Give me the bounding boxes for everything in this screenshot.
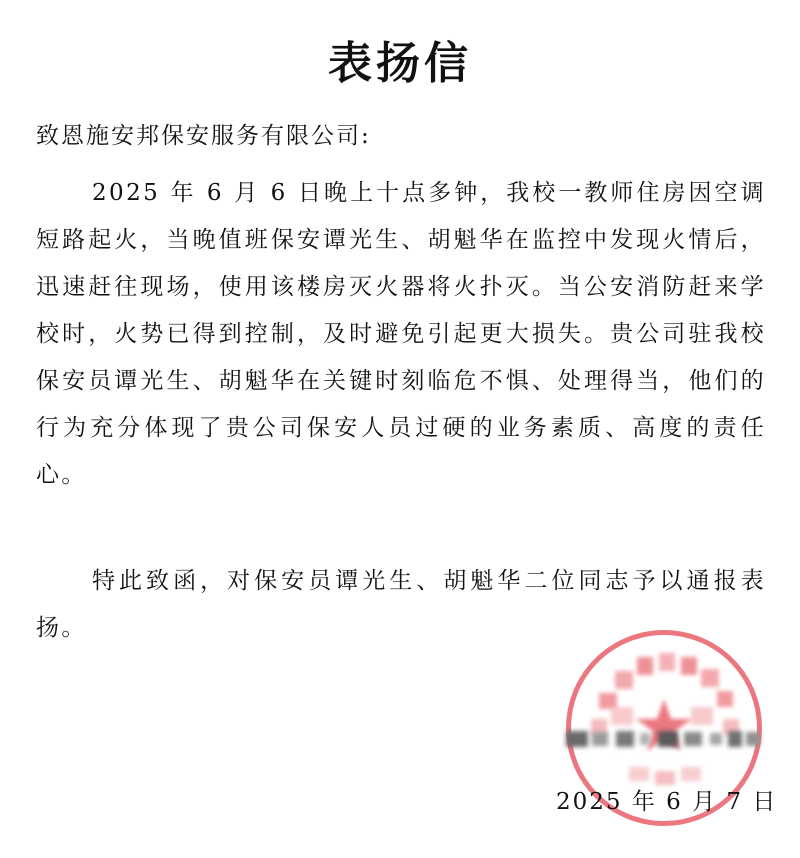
salutation: 致恩施安邦保安服务有限公司: bbox=[36, 123, 371, 149]
body-paragraph-2: 特此致函，对保安员谭光生、胡魁华二位同志予以通报表扬。 bbox=[36, 568, 766, 641]
letter-title: 表扬信 bbox=[328, 38, 472, 89]
blurred-name-line bbox=[560, 726, 764, 752]
letter-date: 2025 年 6 月 7 日 bbox=[556, 789, 778, 815]
body-paragraph-1: 2025 年 6 月 6 日晚上十点多钟，我校一教师住房因空调短路起火，当晚值班保安谭光生、胡魁华在监控中发现火情后，迅速赶往现场，使用该楼房灭火器将火扑灭。当公安消防赶来学校时，火势已得到控制，及时避免引起更大损失。贵公司驻我校保安员谭光生、胡魁华在关键时刻临危不惧、处理得当，他们的行为充分体现了贵公司保安人员过硬的业务素质、高度的责任心。 bbox=[36, 180, 766, 488]
